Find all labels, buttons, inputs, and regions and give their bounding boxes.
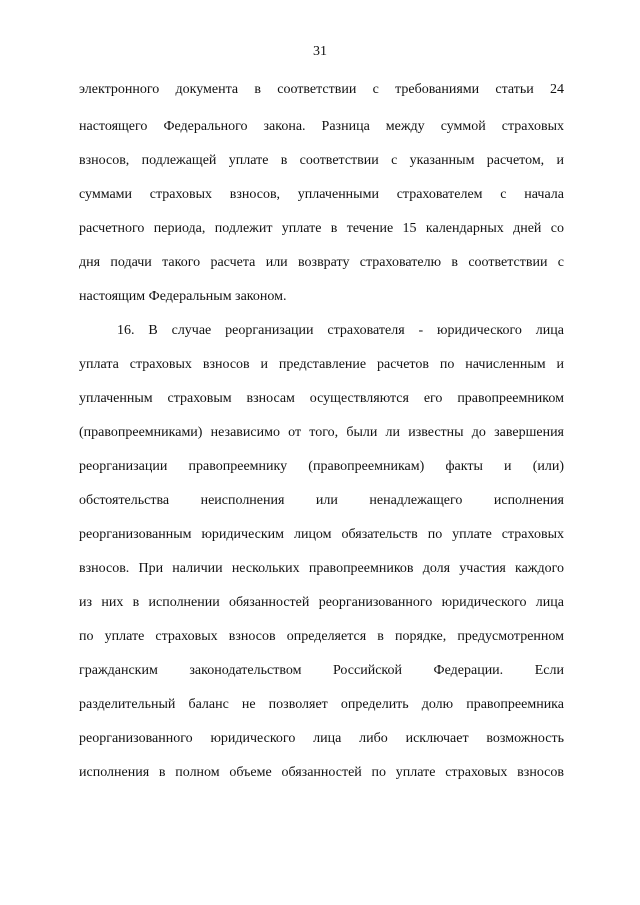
text-line: из них в исполнении обязанностей реорганизованного юридического лица [79,595,564,610]
text-line: реорганизованным юридическим лицом обязательств по уплате страховых [79,527,564,542]
text-line: дня подачи такого расчета или возврату страхователю в соответствии с [79,255,564,270]
text-line: разделительный баланс не позволяет определить долю правопреемника [79,697,564,712]
page-number: 31 [313,44,327,59]
text-line: исполнения в полном объеме обязанностей по уплате страховых взносов [79,765,564,780]
text-line: суммами страховых взносов, уплаченными страхователем с начала [79,187,564,202]
text-line: электронного документа в соответствии с требованиями статьи 24 [79,82,564,97]
text-line: реорганизованного юридического лица либо исключает возможность [79,731,564,746]
text-line: обстоятельства неисполнения или ненадлежащего исполнения [79,493,564,508]
paragraph-first-line: 16. В случае реорганизации страхователя - юридического лица [117,323,564,338]
text-line: взносов. При наличии нескольких правопреемников доля участия каждого [79,561,564,576]
text-line: настоящего Федерального закона. Разница между суммой страховых [79,119,564,134]
text-line: по уплате страховых взносов определяется в порядке, предусмотренном [79,629,564,644]
text-line: уплаченным страховым взносам осуществляются его правопреемником [79,391,564,406]
text-line: взносов, подлежащей уплате в соответствии с указанным расчетом, и [79,153,564,168]
text-line: реорганизации правопреемнику (правопреемникам) факты и (или) [79,459,564,474]
text-line: (правопреемниками) независимо от того, были ли известны до завершения [79,425,564,440]
text-line: расчетного периода, подлежит уплате в течение 15 календарных дней со [79,221,564,236]
text-line: уплата страховых взносов и представление расчетов по начисленным и [79,357,564,372]
text-line: настоящим Федеральным законом. [79,289,287,304]
text-line: гражданским законодательством Российской Федерации. Если [79,663,564,678]
